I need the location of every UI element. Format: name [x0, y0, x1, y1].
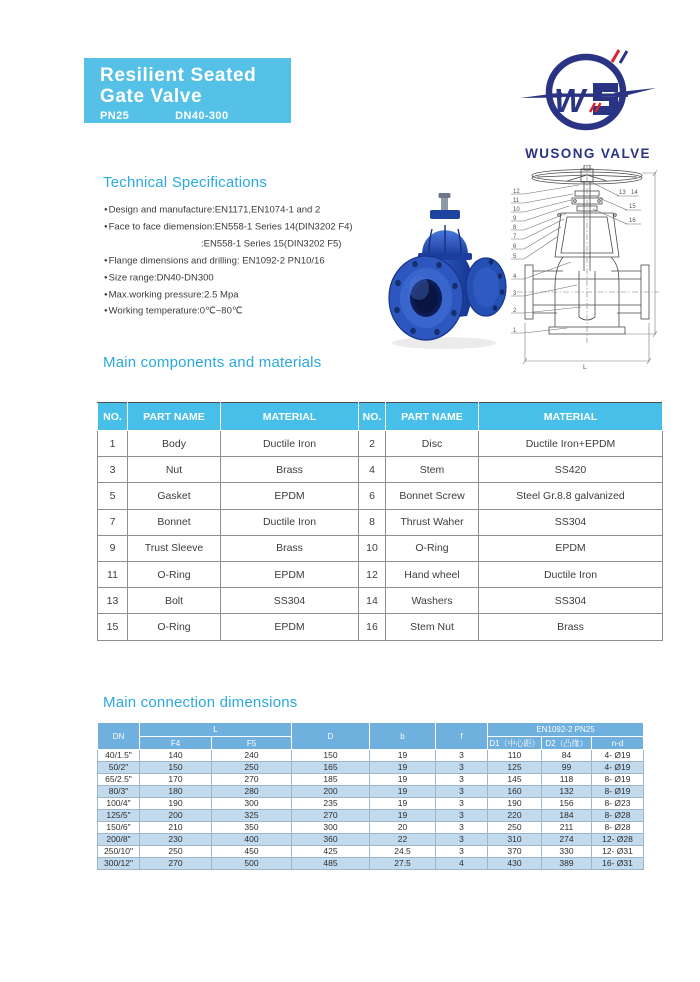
valve-stem [439, 193, 451, 212]
dimensions-table-cell: 274 [542, 834, 592, 846]
drawing-callout-number: 4 [513, 274, 517, 280]
components-table-cell: 6 [359, 483, 386, 509]
bullet-icon: ● [104, 223, 108, 230]
dimensions-table-cell: 4 [436, 858, 488, 870]
components-table-cell: 12 [359, 561, 386, 587]
brand-name: WUSONG VALVE [525, 146, 651, 161]
dimensions-table-cell: 4- Ø19 [592, 750, 644, 762]
components-table-cell: EPDM [221, 561, 359, 587]
components-table-cell: SS420 [479, 457, 663, 483]
dimensions-table-cell: 170 [140, 774, 212, 786]
dimensions-table-row [98, 810, 644, 822]
dimensions-header-cell: F4 [140, 737, 212, 750]
dimensions-table-cell: 200 [292, 786, 370, 798]
valve-sectional-drawing [509, 165, 667, 371]
bullet-icon: ● [104, 274, 108, 281]
dimensions-table-cell: 150 [292, 750, 370, 762]
dimensions-table-row [98, 858, 644, 870]
dimensions-table-cell: 360 [292, 834, 370, 846]
components-table-cell: 14 [359, 588, 386, 614]
spec-bullet [104, 236, 400, 253]
components-header-cell: PART NAME [386, 403, 479, 431]
spec-bullet [104, 253, 400, 270]
components-table-row [98, 561, 663, 587]
dimensions-table-cell: 3 [436, 810, 488, 822]
components-table-cell: Body [128, 431, 221, 457]
drawing-callout-number: 6 [513, 244, 517, 250]
dimensions-table-cell: 220 [488, 810, 542, 822]
dimensions-table-cell: 210 [140, 822, 212, 834]
dimensions-table-cell: 270 [292, 810, 370, 822]
section-title-components: Main components and materials [103, 354, 322, 371]
components-table-cell: O-Ring [386, 535, 479, 561]
spec-bullet [104, 287, 400, 304]
section-title-technical: Technical Specifications [103, 174, 268, 191]
spec-bullet-text: :EN558-1 Series 15(DIN3202 F5) [201, 238, 342, 250]
dimensions-table-cell: 4- Ø19 [592, 762, 644, 774]
drawing-callout-number: 5 [513, 254, 517, 260]
dimensions-table [97, 722, 644, 870]
components-table-cell: Brass [221, 457, 359, 483]
dimensions-table-cell: 300 [212, 798, 292, 810]
bullet-icon: ● [104, 207, 108, 213]
components-table-cell: 9 [98, 535, 128, 561]
components-table-cell: Ductile Iron [221, 509, 359, 535]
components-table-row [98, 483, 663, 509]
components-table-row [98, 431, 663, 457]
dimensions-table-cell: 3 [436, 846, 488, 858]
components-table-cell: Stem Nut [386, 614, 479, 640]
dimensions-header-cell: D [292, 723, 370, 750]
dimensions-table-cell: 150 [140, 762, 212, 774]
dimensions-table-cell: 8- Ø28 [592, 822, 644, 834]
product-title-block [84, 58, 291, 123]
dimensions-table-cell: 8- Ø23 [592, 798, 644, 810]
dimensions-table-cell: 132 [542, 786, 592, 798]
valve-photo [382, 192, 510, 350]
components-table-cell: 11 [98, 561, 128, 587]
dimensions-table-cell: 156 [542, 798, 592, 810]
dimensions-table-row [98, 774, 644, 786]
valve-bonnet [418, 225, 472, 260]
dimensions-table-cell: 330 [542, 846, 592, 858]
dimensions-table-cell: 27.5 [370, 858, 436, 870]
components-table-cell: Thrust Waher [386, 509, 479, 535]
dimensions-table-cell: 100/4" [98, 798, 140, 810]
dimensions-table-cell: 250/10" [98, 846, 140, 858]
dimensions-table-cell: 40/1.5" [98, 750, 140, 762]
components-table-cell: Washers [386, 588, 479, 614]
dimensions-table-cell: 165 [292, 762, 370, 774]
dimensions-table-cell: 50/2" [98, 762, 140, 774]
spec-bullet-text: Design and manufacture:EN1171,EN1074-1 and 2 [108, 204, 321, 216]
dimensions-table-cell: 125 [488, 762, 542, 774]
dimensions-table-cell: 22 [370, 834, 436, 846]
dimensions-table-cell: 20 [370, 822, 436, 834]
dimensions-table-cell: 8- Ø28 [592, 810, 644, 822]
components-table-cell: 13 [98, 588, 128, 614]
drawing-callout-number: 3 [513, 291, 517, 297]
components-table-cell: O-Ring [128, 614, 221, 640]
dimensions-table-cell: 240 [212, 750, 292, 762]
spec-bullet-text: Size range:DN40-DN300 [108, 272, 214, 284]
components-table-row [98, 509, 663, 535]
dimensions-table-cell: 425 [292, 846, 370, 858]
dimensions-table-row [98, 762, 644, 774]
dimensions-table-cell: 500 [212, 858, 292, 870]
dimensions-table-cell: 118 [542, 774, 592, 786]
dimensions-table-cell: 389 [542, 858, 592, 870]
dimensions-header-cell: DN [98, 723, 140, 750]
dimensions-table-cell: 184 [542, 810, 592, 822]
components-table-cell: 2 [359, 431, 386, 457]
valve-left-flange [389, 256, 463, 340]
drawing-callout-number: 12 [513, 189, 520, 195]
components-table-cell: 8 [359, 509, 386, 535]
logo-mark-icon [520, 48, 656, 140]
components-table-cell: Gasket [128, 483, 221, 509]
components-table-cell: Trust Sleeve [128, 535, 221, 561]
components-header-cell: MATERIAL [221, 403, 359, 431]
components-table-cell: 5 [98, 483, 128, 509]
dimensions-table-cell: 19 [370, 810, 436, 822]
dimensions-table-cell: 3 [436, 834, 488, 846]
dimensions-header-cell: EN1092-2 PN25 [488, 723, 644, 737]
dimensions-table-cell: 185 [292, 774, 370, 786]
dimensions-header-cell: F5 [212, 737, 292, 750]
dimensions-table-cell: 200 [140, 810, 212, 822]
drawing-callout-number: 2 [513, 308, 517, 314]
dimensions-table-cell: 250 [140, 846, 212, 858]
components-table-cell: Bolt [128, 588, 221, 614]
components-table-cell: Brass [221, 535, 359, 561]
spec-bullet-text: Working temperature:0℃~80℃ [108, 305, 243, 317]
dimensions-table-cell: 19 [370, 762, 436, 774]
bullet-icon: ● [104, 257, 108, 264]
components-table-cell: SS304 [479, 588, 663, 614]
components-header-cell: MATERIAL [479, 403, 663, 431]
spec-bullet-list [104, 202, 400, 320]
components-table-row [98, 457, 663, 483]
dimensions-table-cell: 250 [488, 822, 542, 834]
dimensions-table-cell: 19 [370, 774, 436, 786]
dimensions-table-cell: 300 [292, 822, 370, 834]
dimensions-table-cell: 230 [140, 834, 212, 846]
dimensions-header-cell: b [370, 723, 436, 750]
dimensions-header-cell: f [436, 723, 488, 750]
components-table-cell: 16 [359, 614, 386, 640]
dimensions-table-row [98, 798, 644, 810]
drawing-callout-number: 16 [629, 218, 636, 224]
dimensions-header-cell: D1（中心距） [489, 738, 540, 748]
components-table-row [98, 535, 663, 561]
drawing-callout-number: 7 [513, 234, 517, 240]
components-table-cell: 15 [98, 614, 128, 640]
components-table-cell: SS304 [479, 509, 663, 535]
components-table-cell: Bonnet Screw [386, 483, 479, 509]
section-title-dimensions: Main connection dimensions [103, 694, 298, 711]
dimensions-table-cell: 19 [370, 750, 436, 762]
drawing-callout-number: 10 [513, 207, 520, 213]
spec-bullet [104, 219, 400, 236]
dimensions-table-cell: 24.5 [370, 846, 436, 858]
dimensions-table-cell: 485 [292, 858, 370, 870]
spec-bullet [104, 202, 400, 219]
dimensions-table-cell: 180 [140, 786, 212, 798]
dimensions-table-cell: 3 [436, 786, 488, 798]
components-table-cell: Stem [386, 457, 479, 483]
drawing-callout-number: 8 [513, 225, 517, 231]
spec-bullet [104, 270, 400, 287]
dimensions-table-cell: 235 [292, 798, 370, 810]
drawing-callout-number: 13 [619, 190, 626, 196]
dimensions-table-cell: 19 [370, 798, 436, 810]
product-title-line1: Resilient Seated [100, 65, 257, 86]
dimensions-table-cell: 211 [542, 822, 592, 834]
dimensions-table-cell: 190 [140, 798, 212, 810]
dimensions-table-cell: 80/3" [98, 786, 140, 798]
size-range-label: DN40-300 [175, 110, 229, 122]
valve-right-flange [466, 258, 506, 316]
dimensions-table-cell: 16- Ø31 [592, 858, 644, 870]
product-subtitle [100, 110, 291, 122]
dimensions-header-cell: L [140, 723, 292, 737]
dimensions-table-cell: 150/6" [98, 822, 140, 834]
components-table-cell: Nut [128, 457, 221, 483]
dimensions-table-cell: 250 [212, 762, 292, 774]
components-table-cell: EPDM [479, 535, 663, 561]
pressure-rating: PN25 [100, 110, 130, 122]
components-table-cell: EPDM [221, 483, 359, 509]
dimensions-header-cell: D2（凸缘） [542, 737, 592, 750]
spec-bullet-text: Face to face diemension:EN558-1 Series 14(DIN3202 F4) [108, 221, 353, 233]
bullet-icon: ● [104, 291, 108, 298]
components-table-cell: Disc [386, 431, 479, 457]
components-table-cell: Steel Gr.8.8 galvanized [479, 483, 663, 509]
dimensions-table-cell: 190 [488, 798, 542, 810]
dimensions-table-cell: 8- Ø19 [592, 774, 644, 786]
dimensions-table-cell: 310 [488, 834, 542, 846]
dimensions-table-cell: 3 [436, 762, 488, 774]
drawing-callout-number: 14 [631, 190, 638, 196]
dimensions-table-cell: 3 [436, 750, 488, 762]
dimensions-table-cell: 8- Ø19 [592, 786, 644, 798]
dimensions-table-cell: 110 [488, 750, 542, 762]
spec-bullet [104, 303, 400, 320]
bullet-icon: ● [104, 308, 108, 315]
components-table-cell: Hand wheel [386, 561, 479, 587]
dimensions-table-cell: 3 [436, 774, 488, 786]
components-table-cell: 4 [359, 457, 386, 483]
components-table-cell: SS304 [221, 588, 359, 614]
dimensions-table-cell: 430 [488, 858, 542, 870]
dimensions-table-cell: 325 [212, 810, 292, 822]
dimensions-table-cell: 140 [140, 750, 212, 762]
spec-bullet-text: Max.working pressure:2.5 Mpa [108, 289, 239, 301]
components-table-row [98, 614, 663, 640]
dimensions-table-cell: 65/2.5" [98, 774, 140, 786]
spec-bullet-text: Flange dimensions and drilling: EN1092-2 PN10/16 [108, 255, 325, 267]
dimensions-table-cell: 370 [488, 846, 542, 858]
components-table-cell: Ductile Iron [479, 561, 663, 587]
dimensions-table-cell: 3 [436, 822, 488, 834]
dimensions-table-cell: 84 [542, 750, 592, 762]
components-table-cell: EPDM [221, 614, 359, 640]
components-table-row [98, 588, 663, 614]
dimensions-table-cell: 450 [212, 846, 292, 858]
components-table-cell: Brass [479, 614, 663, 640]
dimensions-table-cell: 145 [488, 774, 542, 786]
dimensions-table-row [98, 822, 644, 834]
dimensions-table-cell: 270 [140, 858, 212, 870]
dimensions-table-cell: 12- Ø28 [592, 834, 644, 846]
components-table [97, 402, 663, 641]
dimensions-table-cell: 12- Ø31 [592, 846, 644, 858]
components-header-cell: NO. [359, 403, 386, 431]
dimensions-table-row [98, 786, 644, 798]
components-table-cell: 3 [98, 457, 128, 483]
components-table-cell: 7 [98, 509, 128, 535]
dimensions-table-cell: 19 [370, 786, 436, 798]
dimensions-table-cell: 270 [212, 774, 292, 786]
dimensions-table-cell: 160 [488, 786, 542, 798]
components-table-cell: Bonnet [128, 509, 221, 535]
components-table-cell: Ductile Iron+EPDM [479, 431, 663, 457]
dimensions-table-cell: 300/12" [98, 858, 140, 870]
dimensions-table-cell: 3 [436, 798, 488, 810]
dimensions-table-cell: 280 [212, 786, 292, 798]
components-header-cell: NO. [98, 403, 128, 431]
drawing-callout-number: 15 [629, 204, 636, 210]
dimensions-table-cell: 99 [542, 762, 592, 774]
components-table-cell: Ductile Iron [221, 431, 359, 457]
components-header-cell: PART NAME [128, 403, 221, 431]
drawing-callout-number: 1 [513, 328, 517, 334]
dimensions-table-row [98, 750, 644, 762]
dimensions-table-cell: 200/8" [98, 834, 140, 846]
logo-letter-w: W [554, 82, 586, 119]
dimensions-table-cell: 400 [212, 834, 292, 846]
drawing-dim-label-bottom: L [583, 364, 587, 371]
components-table-cell: O-Ring [128, 561, 221, 587]
dimensions-header-cell: n-d [592, 737, 644, 750]
dimensions-table-row [98, 846, 644, 858]
brand-logo [520, 48, 656, 161]
components-table-cell: 1 [98, 431, 128, 457]
drawing-callout-number: 9 [513, 216, 517, 222]
dimensions-table-cell: 350 [212, 822, 292, 834]
product-title-line2: Gate Valve [100, 86, 203, 107]
components-table-cell: 10 [359, 535, 386, 561]
drawing-callout-numbers [513, 189, 638, 371]
dimensions-table-cell: 125/5" [98, 810, 140, 822]
drawing-callout-number: 11 [513, 198, 520, 204]
dimensions-table-row [98, 834, 644, 846]
